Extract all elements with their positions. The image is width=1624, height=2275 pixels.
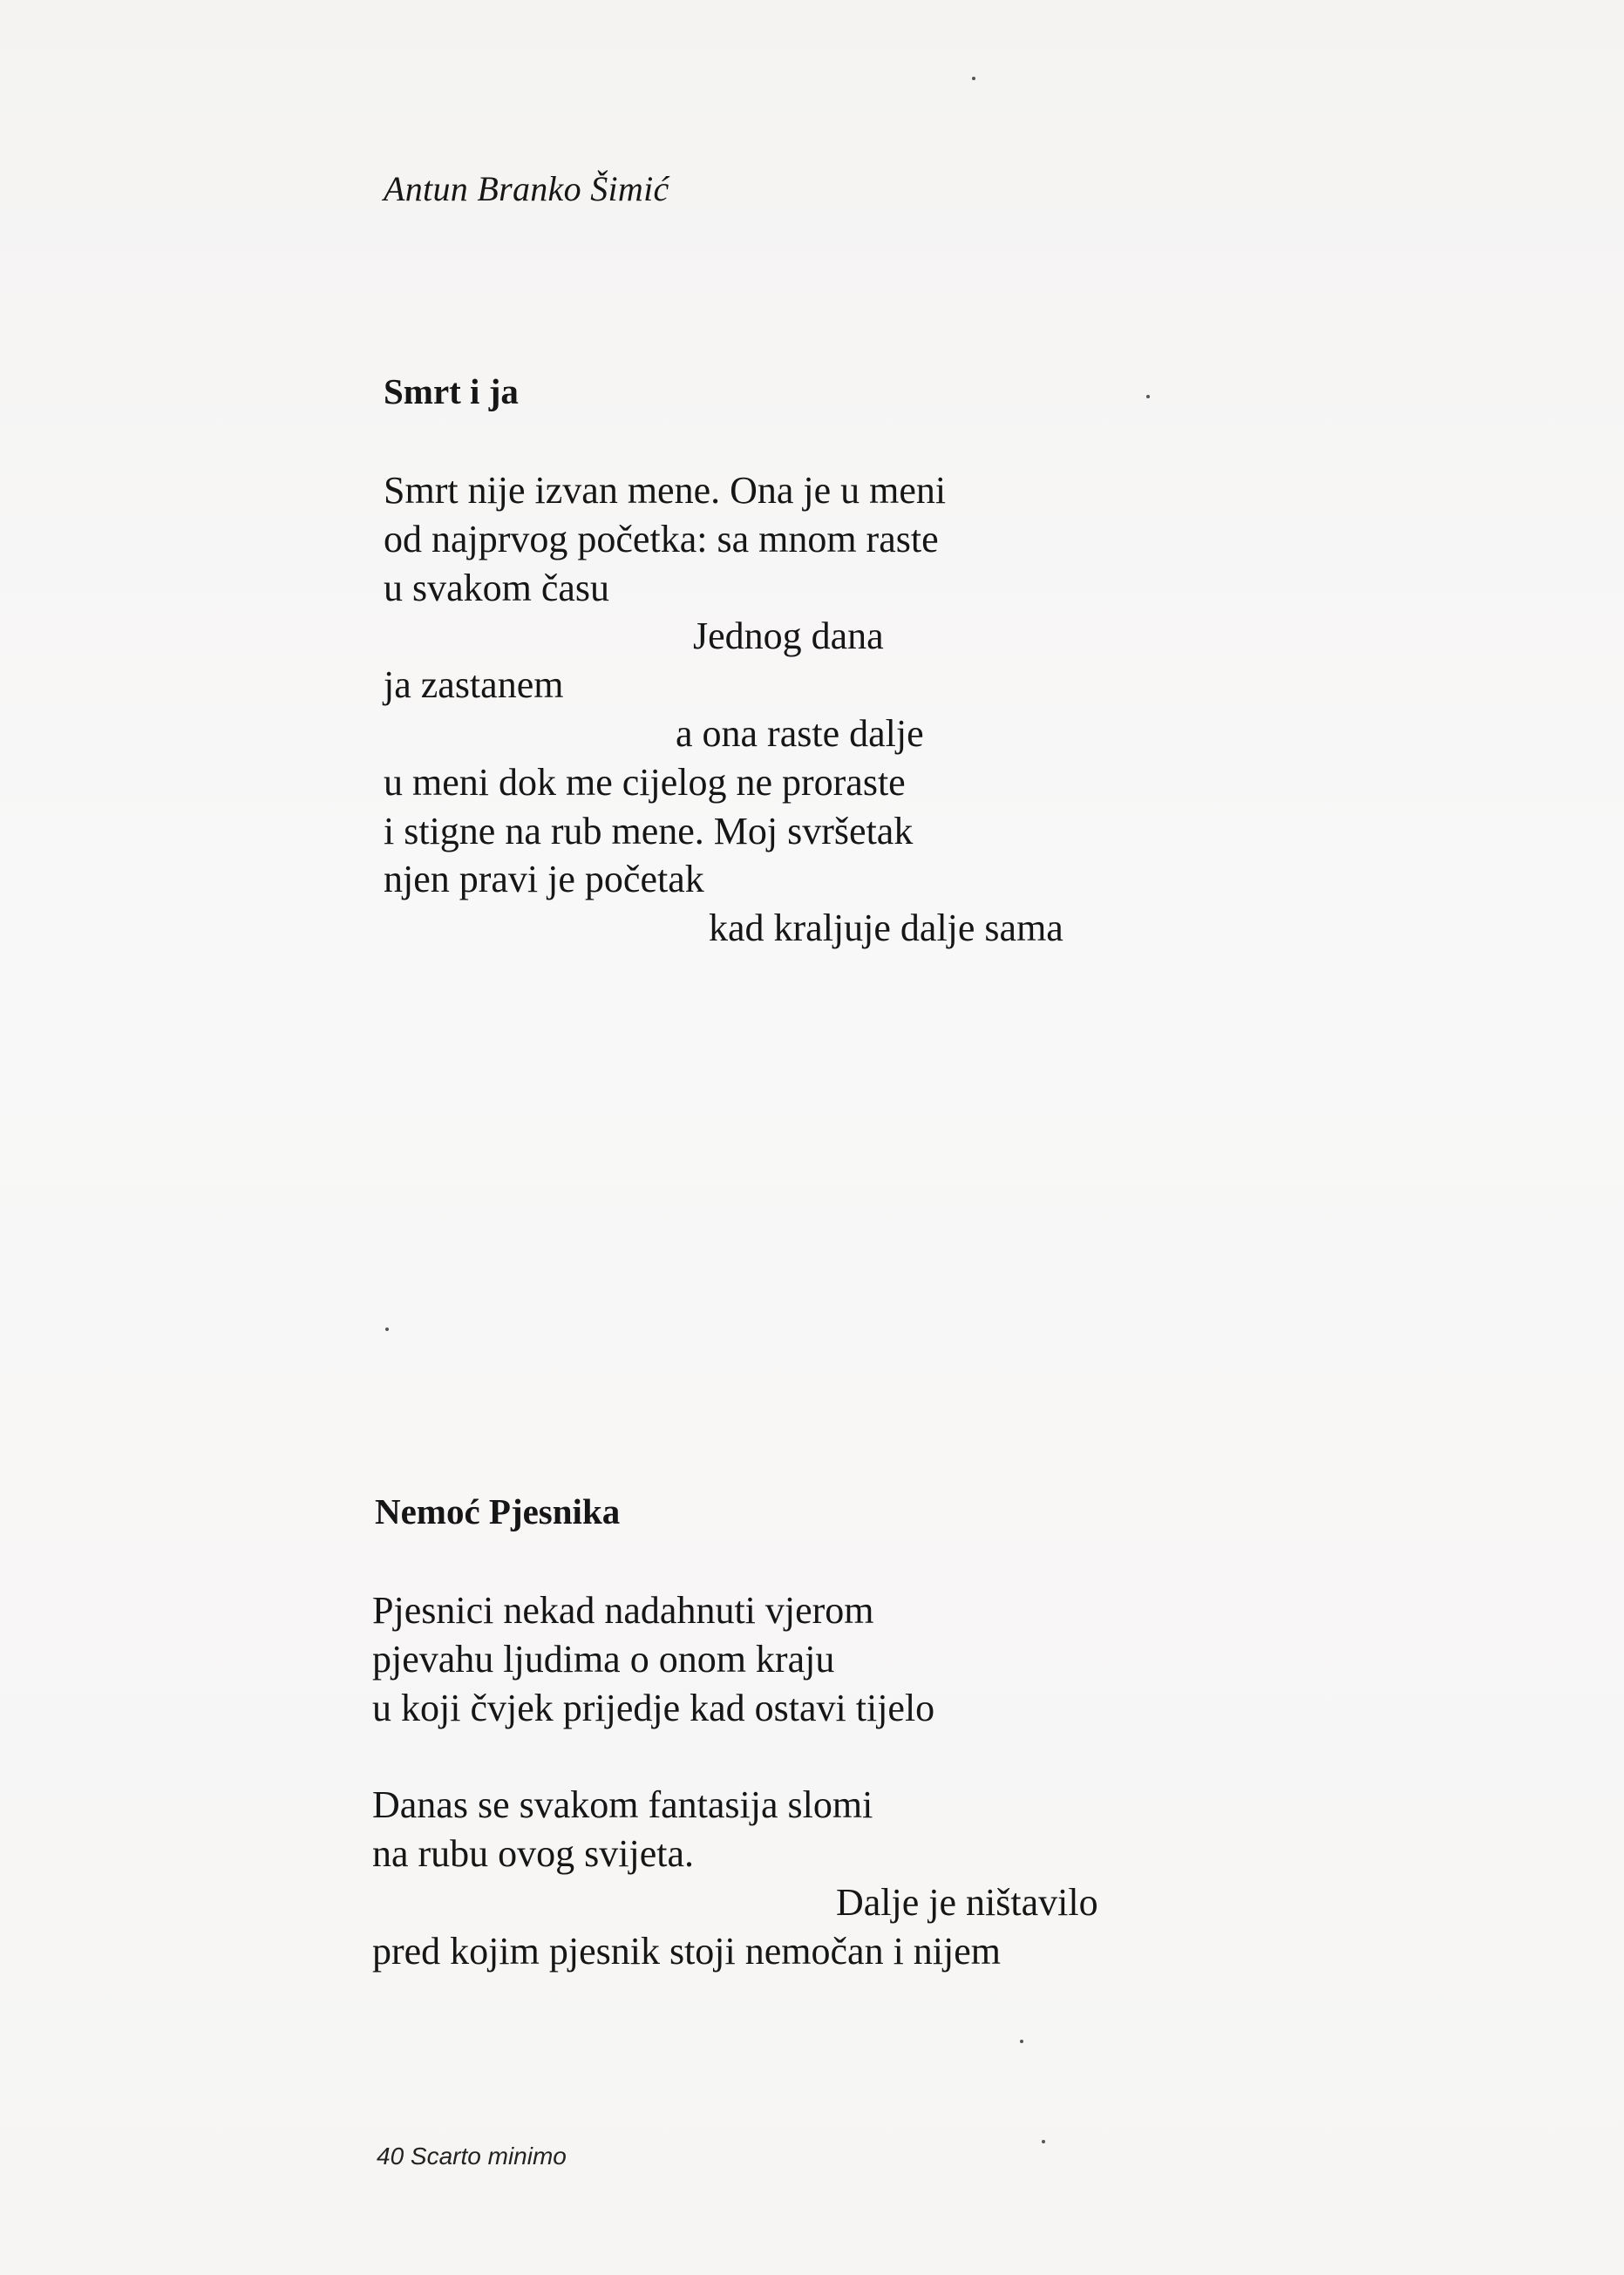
poem-line: u meni dok me cijelog ne proraste (384, 760, 906, 804)
paper-speck (1146, 395, 1150, 398)
poem-line: Dalje je ništavilo (836, 1880, 1098, 1924)
page-footer: 40 Scarto minimo (377, 2143, 567, 2170)
poem-body (384, 466, 1063, 953)
poem-line: Jednog dana (693, 615, 884, 658)
stanza-break (372, 1732, 1098, 1781)
poem-line: Smrt nije izvan mene. Ona je u meni (384, 469, 947, 512)
paper-speck (972, 77, 975, 80)
poem-title: Nemoć Pjesnika (375, 1491, 621, 1531)
paper-speck (1020, 2040, 1023, 2043)
poem-line: od najprvog početka: sa mnom raste (384, 517, 939, 560)
poem-line: u svakom času (384, 566, 610, 609)
poem-line: a ona raste dalje (676, 711, 924, 755)
poem-line: i stigne na rub mene. Moj svršetak (384, 809, 914, 852)
poem-title: Smrt i ja (384, 371, 519, 411)
poem-line: na rubu ovog svijeta. (372, 1832, 695, 1876)
author-name: Antun Branko Šimić (384, 169, 669, 208)
poem-line: pred kojim pjesnik stoji nemočan i nijem (372, 1929, 1001, 1973)
paper-speck (385, 1328, 389, 1331)
poem-body (372, 1586, 1098, 1976)
poem-line: ja zastanem (384, 663, 564, 707)
paper-speck (1042, 2140, 1045, 2143)
poem-line: kad kraljuje dalje sama (709, 907, 1063, 950)
poem-line: u koji čvjek prijedje kad ostavi tijelo (372, 1686, 935, 1729)
poem-line: Pjesnici nekad nadahnuti vjerom (372, 1589, 874, 1632)
poem-line: njen pravi je početak (384, 858, 704, 901)
poem-line: pjevahu ljudima o onom kraju (372, 1637, 835, 1681)
poem-line: Danas se svakom fantasija slomi (372, 1783, 873, 1827)
